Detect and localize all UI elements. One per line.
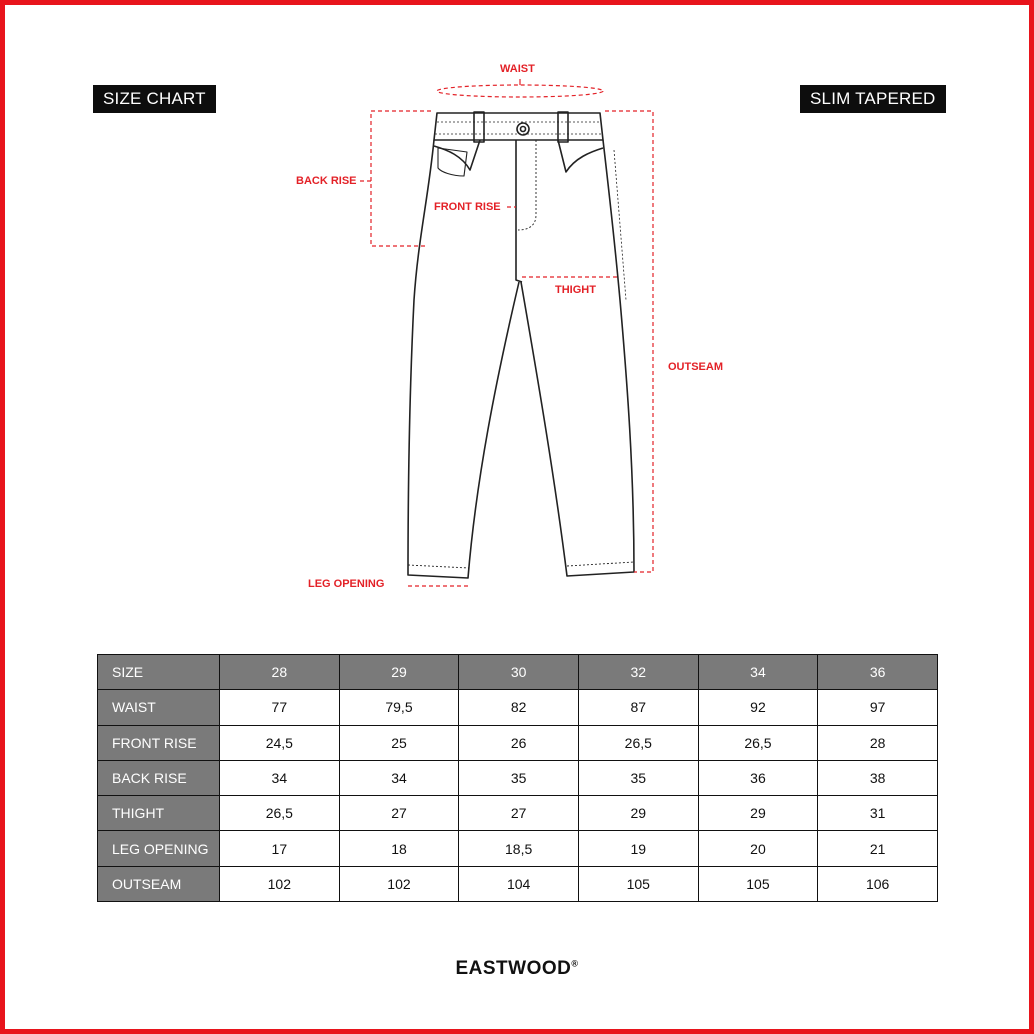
table-cell: 102 <box>339 866 459 901</box>
table-row <box>98 831 938 866</box>
table-cell: 29 <box>698 796 818 831</box>
table-cell: 35 <box>459 760 579 795</box>
table-cell: 26,5 <box>698 725 818 760</box>
table-row <box>98 796 938 831</box>
table-cell: 27 <box>339 796 459 831</box>
table-cell: 21 <box>818 831 938 866</box>
outseam-label: OUTSEAM <box>668 361 723 373</box>
table-header-cell: SIZE <box>98 655 220 690</box>
table-cell: 82 <box>459 690 579 725</box>
table-cell: 105 <box>578 866 698 901</box>
brand-logo <box>0 958 1034 980</box>
measurement-guides <box>360 79 653 586</box>
row-label: OUTSEAM <box>98 866 220 901</box>
table-cell: 92 <box>698 690 818 725</box>
table-header-row <box>98 655 938 690</box>
table-cell: 18,5 <box>459 831 579 866</box>
row-label: WAIST <box>98 690 220 725</box>
waist-label: WAIST <box>500 63 535 75</box>
table-cell: 34 <box>220 760 340 795</box>
table-cell: 29 <box>578 796 698 831</box>
table-cell: 36 <box>698 760 818 795</box>
table-row <box>98 866 938 901</box>
table-header-cell: 32 <box>578 655 698 690</box>
table-cell: 102 <box>220 866 340 901</box>
table-cell: 20 <box>698 831 818 866</box>
table-cell: 106 <box>818 866 938 901</box>
table-cell: 79,5 <box>339 690 459 725</box>
table-cell: 17 <box>220 831 340 866</box>
table-cell: 26,5 <box>578 725 698 760</box>
row-label: BACK RISE <box>98 760 220 795</box>
table-header-cell: 29 <box>339 655 459 690</box>
table-cell: 34 <box>339 760 459 795</box>
table-header-cell: 28 <box>220 655 340 690</box>
table-row <box>98 760 938 795</box>
registered-mark: ® <box>571 958 579 969</box>
table-cell: 31 <box>818 796 938 831</box>
table-cell: 24,5 <box>220 725 340 760</box>
size-table <box>97 654 938 902</box>
table-header-cell: 36 <box>818 655 938 690</box>
table-header-cell: 34 <box>698 655 818 690</box>
table-row <box>98 725 938 760</box>
table-header-cell: 30 <box>459 655 579 690</box>
row-label: FRONT RISE <box>98 725 220 760</box>
row-label: THIGHT <box>98 796 220 831</box>
jeans-outline-icon <box>408 112 634 578</box>
table-cell: 35 <box>578 760 698 795</box>
front-rise-label: FRONT RISE <box>434 201 501 213</box>
table-cell: 28 <box>818 725 938 760</box>
table-cell: 25 <box>339 725 459 760</box>
table-cell: 38 <box>818 760 938 795</box>
table-cell: 19 <box>578 831 698 866</box>
row-label: LEG OPENING <box>98 831 220 866</box>
leg-opening-label: LEG OPENING <box>308 578 385 590</box>
table-cell: 26 <box>459 725 579 760</box>
table-row <box>98 690 938 725</box>
brand-name: EASTWOOD <box>455 958 572 979</box>
fit-tag: SLIM TAPERED <box>800 85 946 113</box>
table-cell: 104 <box>459 866 579 901</box>
table-cell: 105 <box>698 866 818 901</box>
size-chart-tag: SIZE CHART <box>93 85 216 113</box>
table-cell: 18 <box>339 831 459 866</box>
table-cell: 87 <box>578 690 698 725</box>
table-cell: 26,5 <box>220 796 340 831</box>
table-cell: 77 <box>220 690 340 725</box>
thight-label: THIGHT <box>555 284 596 296</box>
table-cell: 97 <box>818 690 938 725</box>
back-rise-label: BACK RISE <box>296 175 357 187</box>
table-cell: 27 <box>459 796 579 831</box>
